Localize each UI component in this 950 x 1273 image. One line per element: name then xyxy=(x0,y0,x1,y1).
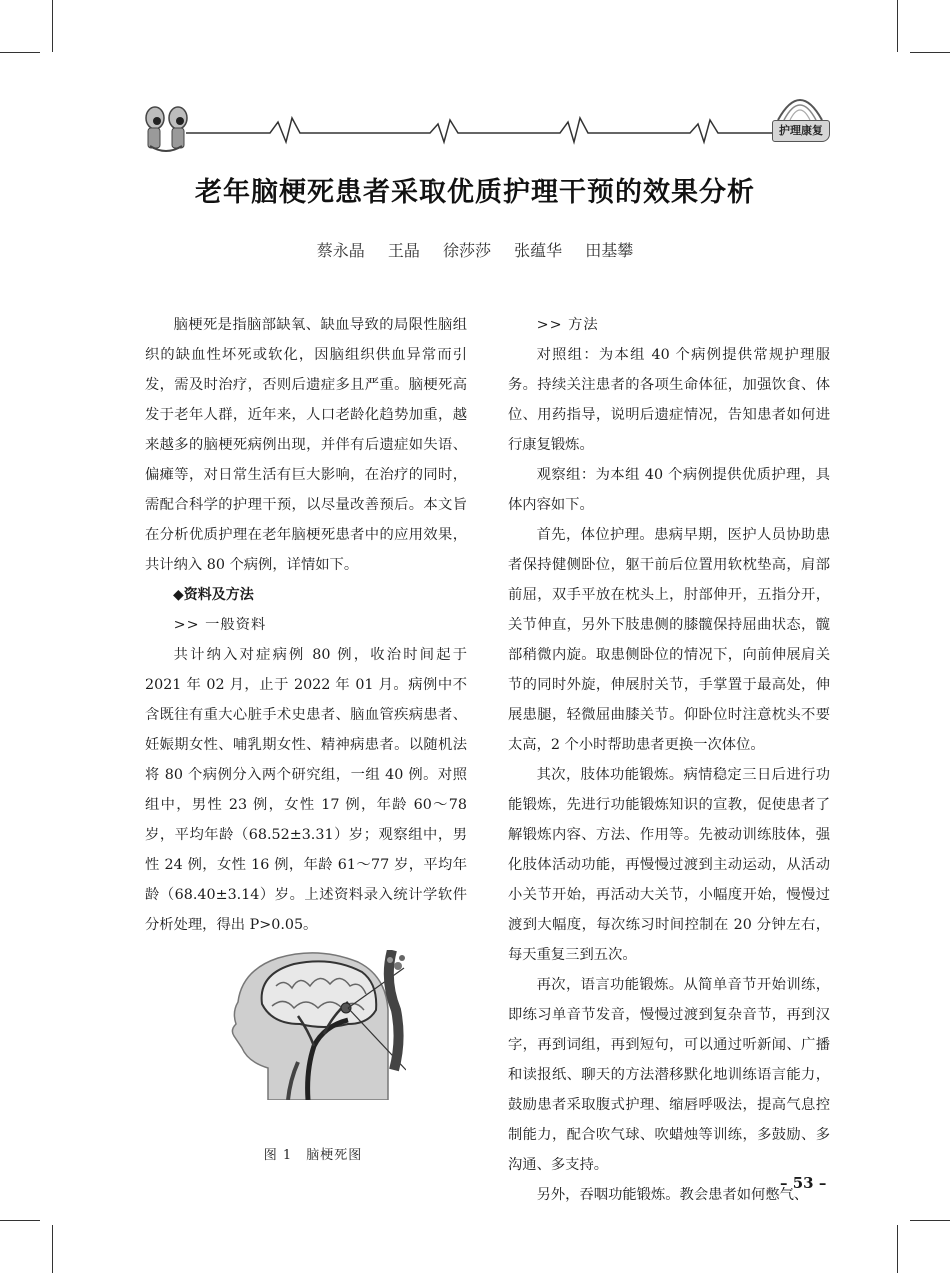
brain-shape xyxy=(262,961,377,1027)
author-list xyxy=(0,238,950,261)
ecg-line xyxy=(186,118,772,142)
subsection-heading: >> 一般资料 xyxy=(173,617,267,633)
body-paragraph: 另外，吞咽功能锻炼。教会患者如何憋气、 xyxy=(536,1187,809,1203)
body-paragraph: 其次，肢体功能锻炼。病情稳定三日后进行功能锻炼，先进行功能锻炼知识的宣教，促使患者了解锻炼内容、方法、作用等。先被动训练肢体，强化肢体活动功能，再慢慢过渡到主动运动，从活动小关节开始，再活动大关节，小幅度开始，慢慢过渡到大幅度，每次练习时间控制在 20 分钟左右，每天重复三到五次。 xyxy=(508,767,830,963)
author: 王晶 xyxy=(387,241,420,260)
crop-mark-bl-v xyxy=(52,1225,53,1273)
body-paragraph: 观察组：为本组 40 个病例提供优质护理，具体内容如下。 xyxy=(508,467,830,513)
body-paragraph: 共计纳入对症病例 80 例，收治时间起于 2021 年 02 月，止于 2022 年 01 月。病例中不含既往有重大心脏手术史患者、脑血管疾病患者、妊娠期女性、哺乳期女性、精神病患者。以随机法将 80 个病例分入两个研究组，一组 40 例。对照组中，男性 23 例，女性 17 例，年龄 60～78 岁，平均年龄（68.52±3.31）岁；观察组中，男性 24 例，女性 16 例，年龄 61～77 岁，平均年龄（68.40±3.14）岁。上述资料录入统计学软件分析处理，得出 P>0.05。 xyxy=(145,647,467,933)
body-paragraph: 再次，语言功能锻炼。从简单音节开始训练，即练习单音节发音，慢慢过渡到复杂音节，再到汉字，再到词组，再到短句，可以通过听新闻、广播和读报纸、聊天的方法潜移默化地训练语言能力，鼓励患者采取腹式护理、缩唇呼吸法，提高气息控制能力，配合吹气球、吹蜡烛等训练，多鼓励、多沟通、多支持。 xyxy=(508,977,830,1173)
author: 徐莎莎 xyxy=(442,241,491,260)
right-column xyxy=(508,310,830,1210)
figure-caption: 图 1 脑梗死图 xyxy=(263,1148,363,1163)
subsection-heading: >> 方法 xyxy=(536,317,599,333)
author: 张蕴华 xyxy=(514,241,563,260)
crop-mark-bl-h xyxy=(0,1220,40,1221)
brain-infarction-figure xyxy=(228,950,406,1100)
crop-mark-br-h xyxy=(910,1220,950,1221)
eye-logo-icon xyxy=(146,107,187,151)
crop-mark-br-v xyxy=(897,1225,898,1273)
body-paragraph: 首先，体位护理。患病早期，医护人员协助患者保持健侧卧位，躯干前后位置用软枕垫高，肩部前屈，双手平放在枕头上，肘部伸开，五指分开，关节伸直，另外下肢患侧的膝髋保持屈曲状态，髋部稍微内旋。取患侧卧位的情况下，向前伸展肩关节的同时外旋，伸展肘关节，手掌置于最高处，伸展患腿，轻微屈曲膝关节。仰卧位时注意枕头不要太高，2 个小时帮助患者更换一次体位。 xyxy=(508,527,830,753)
author: 田基攀 xyxy=(585,241,634,260)
section-heading: ◆资料及方法 xyxy=(173,587,254,603)
section-tag: 护理康复 xyxy=(772,120,830,142)
body-paragraph: 对照组：为本组 40 个病例提供常规护理服务。持续关注患者的各项生命体征，加强饮食、体位、用药指导，说明后遗症情况，告知患者如何进行康复锻炼。 xyxy=(508,347,830,453)
author: 蔡永晶 xyxy=(316,241,365,260)
intro-paragraph: 脑梗死是指脑部缺氧、缺血导致的局限性脑组织的缺血性坏死或软化，因脑组织供血异常而引发，需及时治疗，否则后遗症多且严重。脑梗死高发于老年人群，近年来，人口老龄化趋势加重，越来越多的脑梗死病例出现，并伴有后遗症如失语、偏瘫等，对日常生活有巨大影响，在治疗的同时，需配合科学的护理干预，以尽量改善预后。本文旨在分析优质护理在老年脑梗死患者中的应用效果，共计纳入 80 个病例，详情如下。 xyxy=(145,317,467,573)
left-column xyxy=(145,310,467,940)
page-number: – 53 – xyxy=(780,1174,827,1192)
article-title: 老年脑梗死患者采取优质护理干预的效果分析 xyxy=(195,177,755,208)
lesion-marker xyxy=(341,1003,351,1013)
